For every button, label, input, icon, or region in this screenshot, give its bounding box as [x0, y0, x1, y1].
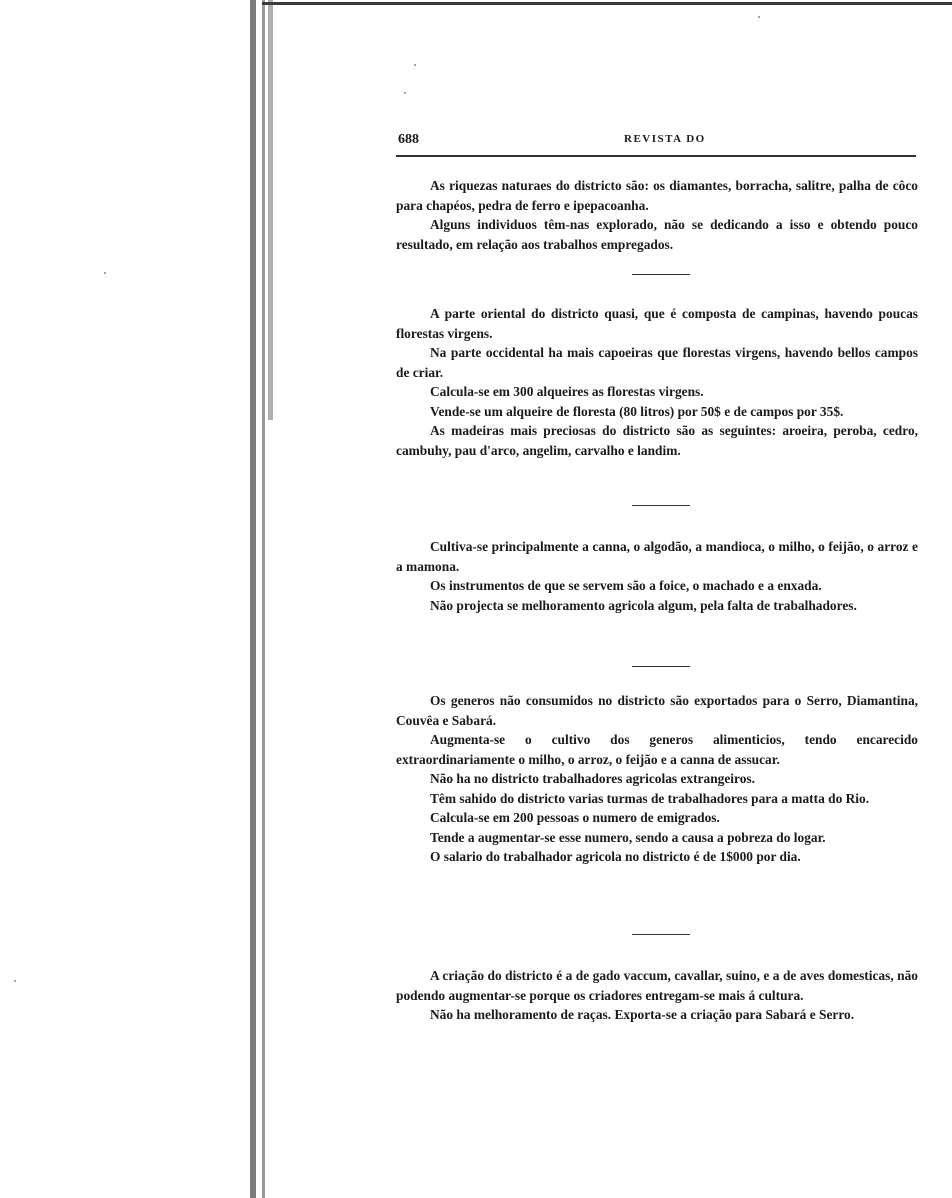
binding-gutter-shadow: [262, 0, 265, 1198]
paragraph: Calcula-se em 300 alqueires as florestas virgens.: [430, 384, 704, 399]
scan-speck: [104, 272, 106, 274]
paragraph: Alguns individuos têm-nas explorado, não se dedicando a isso e obtendo pouco resultado, em relação aos trabalhos empregados.: [396, 217, 918, 252]
binding-gutter-edge: [268, 0, 273, 420]
paragraph: O salario do trabalhador agricola no districto é de 1$000 por dia.: [430, 849, 801, 864]
scan-speck: [414, 64, 416, 66]
paragraph: Vende-se um alqueire de floresta (80 litros) por 50$ e de campos por 35$.: [430, 403, 844, 419]
section-forests: [396, 304, 918, 460]
paragraph: Cultiva-se principalmente a canna, o algodão, a mandioca, o milho, o feijão, o arroz e a mamona.: [396, 539, 918, 574]
paragraph: Não ha no districto trabalhadores agricolas extrangeiros.: [430, 771, 755, 786]
section-natural-resources: [396, 176, 918, 254]
paragraph: As riquezas naturaes do districto são: os diamantes, borracha, salitre, palha de côco para chapéos, pedra de ferro e ipepacoanha.: [396, 178, 918, 213]
paragraph: Os generos não consumidos no districto são exportados para o Serro, Diamantina, Couvêa e Sabará.: [396, 693, 918, 728]
scan-speck: [14, 980, 16, 982]
binding-gutter: [250, 0, 256, 1198]
section-separator: [632, 274, 690, 275]
section-separator: [632, 934, 690, 935]
paragraph: Augmenta-se o cultivo dos generos alimenticios, tendo encarecido extraordinariamente o milho, o arroz, o feijão e a canna de assucar.: [396, 732, 918, 767]
section-separator: [632, 666, 690, 667]
header-rule: [396, 155, 916, 157]
running-title: REVISTA DO: [624, 133, 706, 145]
paragraph: A criação do districto é a de gado vaccum, cavallar, suino, e a de aves domesticas, não podendo augmentar-se porque os criadores entregam-se mais á cultura.: [396, 968, 918, 1003]
paragraph: A parte oriental do districto quasi, que é composta de campinas, havendo poucas florestas virgens.: [396, 306, 918, 341]
section-separator: [632, 505, 690, 506]
paragraph: Tende a augmentar-se esse numero, sendo a causa a pobreza do logar.: [430, 829, 826, 845]
page-number: 688: [398, 132, 419, 147]
page-top-edge: [262, 2, 952, 5]
paragraph: Calcula-se em 200 pessoas o numero de emigrados.: [430, 810, 720, 825]
paragraph: Não projecta se melhoramento agricola algum, pela falta de trabalhadores.: [430, 597, 857, 613]
section-livestock: [396, 966, 918, 1025]
scan-speck: [404, 92, 406, 94]
paragraph: Os instrumentos de que se servem são a foice, o machado e a enxada.: [430, 578, 822, 593]
paragraph: As madeiras mais preciosas do districto são as seguintes: aroeira, peroba, cedro, cambuhy, pau d'arco, angelim, carvalho e landim.: [396, 423, 918, 458]
section-commerce-labour: [396, 691, 918, 867]
paragraph: Não ha melhoramento de raças. Exporta-se a criação para Sabará e Serro.: [430, 1007, 855, 1022]
page-header: [398, 132, 916, 152]
paragraph: Têm sahido do districto varias turmas de trabalhadores para a matta do Rio.: [430, 790, 870, 806]
section-cultivation: [396, 537, 918, 615]
scan-speck: [758, 16, 760, 18]
paragraph: Na parte occidental ha mais capoeiras que florestas virgens, havendo bellos campos de criar.: [396, 345, 918, 380]
